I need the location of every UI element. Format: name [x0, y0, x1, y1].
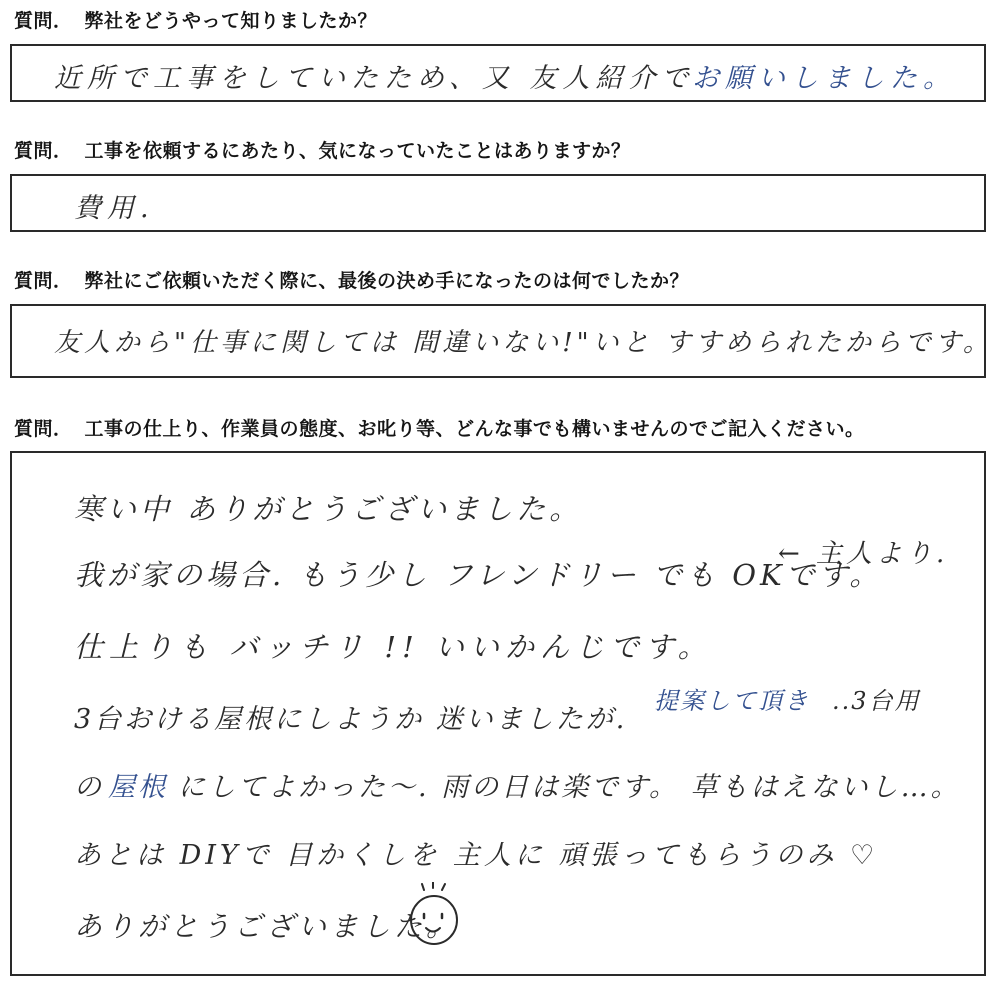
answer-box-3 [10, 304, 993, 378]
comment-line-2: 我が家の場合. もう少し フレンドリー でも OKです。 [74, 558, 883, 592]
question-1 [14, 6, 377, 33]
question-label: 質問． [14, 140, 73, 162]
comment-line-4-blue: 提案して頂き [654, 687, 810, 715]
comment-line-5-blue: 屋根 [108, 772, 168, 803]
smiley-face-drawing [402, 882, 472, 950]
question-3 [14, 266, 689, 293]
question-2 [14, 136, 631, 163]
comment-line-3: 仕上りも バッチリ !! いいかんじです。 [74, 630, 713, 664]
question-4 [14, 414, 865, 441]
comment-line-4: 3台おける屋根にしようか 迷いましたが. [74, 704, 628, 735]
question-2-text: 工事を依頼するにあたり、気になっていたことはありますか？ [84, 140, 631, 162]
comment-line-6: あとは DIYで 目かくしを 主人に 頑張ってもらうのみ ♡ [74, 840, 879, 871]
comment-line-7: ありがとうございました。 [74, 910, 459, 943]
comment-line-4-end: ..3台用 [832, 687, 921, 715]
question-label: 質問． [14, 10, 73, 32]
question-4-text: 工事の仕上り、作業員の態度、お叱り等、どんな事でも構いませんのでご記入ください。 [84, 418, 865, 440]
answer-1-text-blue: お願いしました。 [692, 63, 956, 94]
question-1-text: 弊社をどうやって知りましたか？ [84, 10, 378, 32]
question-label: 質問． [14, 270, 73, 292]
answer-box-2 [10, 174, 986, 232]
answer-box-4 [10, 451, 986, 976]
answer-2-text: 費用. [74, 193, 155, 224]
comment-line-1: 寒い中 ありがとうございました。 [74, 492, 583, 526]
question-3-text: 弊社にご依頼いただく際に、最後の決め手になったのは何でしたか？ [84, 270, 690, 292]
answer-3-text: 友人から"仕事に関しては 間違いない!"いと すすめられたからです。 [54, 328, 993, 358]
comment-line-5-start: の [74, 772, 104, 803]
answer-box-1 [10, 44, 986, 102]
comment-line-2-note: ← 主人より. [778, 539, 949, 569]
answer-1-text: 近所で工事をしていたため、又 友人紹介で [54, 63, 695, 94]
question-label: 質問． [14, 418, 73, 440]
comment-line-5-end: にしてよかった〜. 雨の日は楽です。 草もはえないし…。 [178, 772, 961, 803]
